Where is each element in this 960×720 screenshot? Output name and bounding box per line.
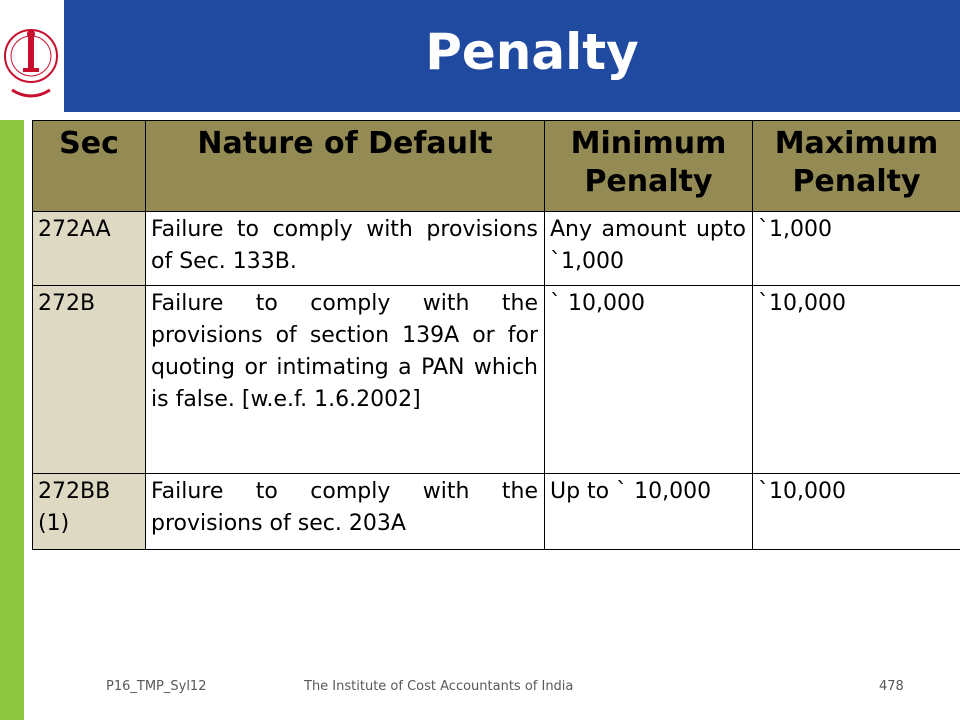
accent-strip — [0, 120, 24, 720]
row-min: Up to ` 10,000 — [545, 474, 753, 550]
footer-page-number: 478 — [879, 679, 904, 694]
header-sec: Sec — [33, 121, 146, 212]
penalty-table — [32, 120, 960, 550]
table-header-row — [33, 121, 960, 212]
table-row — [33, 474, 960, 550]
table-row — [33, 212, 960, 286]
row-max: `10,000 — [753, 474, 960, 550]
emblem-icon — [2, 2, 60, 110]
title-bar — [64, 0, 960, 112]
row-min: ` 10,000 — [545, 286, 753, 474]
footer-code: P16_TMP_Syl12 — [106, 679, 207, 694]
row-sec: 272BB(1) — [33, 474, 146, 550]
header-nature: Nature of Default — [146, 121, 545, 212]
header-maximum: Maximum Penalty — [753, 121, 960, 212]
row-nature: Failure to comply with the provisions of sec. 203A — [146, 474, 545, 550]
row-max: `10,000 — [753, 286, 960, 474]
row-max: `1,000 — [753, 212, 960, 286]
page-title: Penalty — [425, 23, 639, 81]
logo — [0, 0, 62, 112]
row-sec: 272AA — [33, 212, 146, 286]
row-nature: Failure to comply with provisions of Sec. 133B. — [146, 212, 545, 286]
row-sec: 272B — [33, 286, 146, 474]
header-minimum: Minimum Penalty — [545, 121, 753, 212]
row-nature: Failure to comply with the provisions of section 139A or for quoting or intimating a PAN which is false. [w.e.f. 1.6.2002] — [146, 286, 545, 474]
row-min: Any amount upto `1,000 — [545, 212, 753, 286]
footer-institute: The Institute of Cost Accountants of India — [304, 679, 574, 694]
table-row — [33, 286, 960, 474]
